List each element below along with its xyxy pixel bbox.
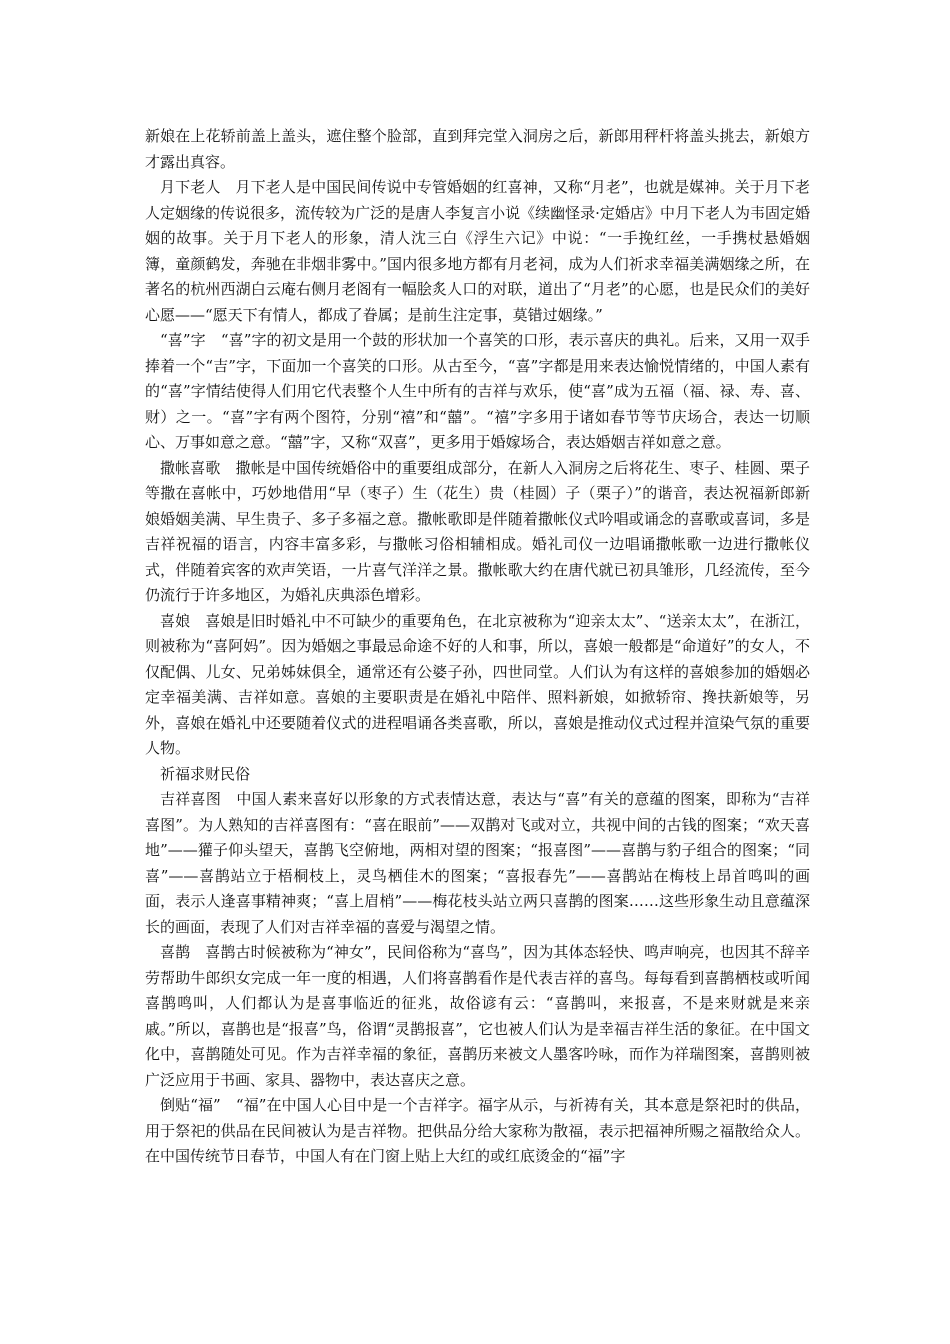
document-page [145,124,810,1170]
paragraph-xi-character: “喜”字 “喜”字的初文是用一个鼓的形状加一个喜笑的口形，表示喜庆的典礼。后来，又用一双手捧着一个“吉”字，下面加一个喜笑的口形。从古至今，“喜”字都是用来表达愉悦情绪的，中国人素有的“喜”字情结使得人们用它代表整个人生中所有的吉祥与欢乐，使“喜”成为五福（福、禄、寿、喜、财）之一。“喜”字有两个图符，分别“禧”和“囍”。“禧”字多用于诸如春节等节庆场合，表达一切顺心、万事如意之意。“囍”字，又称“双喜”，更多用于婚嫁场合，表达婚姻吉祥如意之意。 [145,331,810,451]
paragraph-matchmaker: 月下老人 月下老人是中国民间传说中专管婚姻的红喜神，又称“月老”，也就是媒神。关于月下老人定姻缘的传说很多，流传较为广泛的是唐人李复言小说《续幽怪录·定婚店》中月下老人为韦固定婚姻的故事。关于月下老人的形象，清人沈三白《浮生六记》中说：“一手挽红丝，一手携杖悬婚姻簿，童颜鹤发，奔驰在非烟非雾中。”国内很多地方都有月老祠，成为人们祈求幸福美满姻缘之所，在著名的杭州西湖白云庵右侧月老阁有一幅脍炙人口的对联，道出了“月老”的心愿，也是民众们的美好心愿——“愿天下有情人，都成了眷属；是前生注定事，莫错过姻缘。” [145,178,810,324]
paragraph-xiniang: 喜娘 喜娘是旧时婚礼中不可缺少的重要角色，在北京被称为“迎亲太太”、“送亲太太”，在浙江，则被称为“喜阿妈”。因为婚姻之事最忌命途不好的人和事，所以，喜娘一般都是“命道好”的女人，不仅配偶、儿女、兄弟姊妹俱全，通常还有公婆子孙，四世同堂。人们认为有这样的喜娘参加的婚姻必定幸福美满、吉祥如意。喜娘的主要职责是在婚礼中陪伴、照料新娘，如掀轿帘、搀扶新娘等，另外，喜娘在婚礼中还要随着仪式的进程唱诵各类喜歌，所以，喜娘是推动仪式过程并渲染气氛的重要人物。 [145,611,810,757]
paragraph-auspicious-pictures: 吉祥喜图 中国人素来喜好以形象的方式表情达意，表达与“喜”有关的意蕴的图案，即称为“吉祥喜图”。为人熟知的吉祥喜图有：“喜在眼前”——双鹊对飞或对立，共视中间的古钱的图案；“欢天喜地”——獾子仰头望天，喜鹊飞空俯地，两相对望的图案；“报喜图”——喜鹊与豹子组合的图案；“同喜”——喜鹊站立于梧桐枝上，灵鸟栖佳木的图案；“喜报春先”——喜鹊站在梅枝上昂首鸣叫的画面，表示人逢喜事精神爽；“喜上眉梢”——梅花枝头站立两只喜鹊的图案……这些形象生动且意蕴深长的画面，表现了人们对吉祥幸福的喜爱与渴望之情。 [145,790,810,936]
paragraph-magpie: 喜鹊 喜鹊古时候被称为“神女”，民间俗称为“喜鸟”，因为其体态轻快、鸣声响亮，也因其不辞辛劳帮助牛郎织女完成一年一度的相遇，人们将喜鹊看作是代表吉祥的喜鸟。每每看到喜鹊栖枝或听闻喜鹊鸣叫，人们都认为是喜事临近的征兆，故俗谚有云：“喜鹊叫，来报喜，不是来财就是来亲戚。”所以，喜鹊也是“报喜”鸟，俗谓“灵鹊报喜”，它也被人们认为是幸福吉祥生活的象征。在中国文化中，喜鹊随处可见。作为吉祥幸福的象征，喜鹊历来被文人墨客吟咏，而作为祥瑞图案，喜鹊则被广泛应用于书画、家具、器物中，表达喜庆之意。 [145,943,810,1089]
paragraph-sazhang-song: 撒帐喜歌 撒帐是中国传统婚俗中的重要组成部分，在新人入洞房之后将花生、枣子、桂圆、栗子等撒在喜帐中，巧妙地借用“早（枣子）生（花生）贵（桂圆）子（栗子）”的谐音，表达祝福新郎新娘婚姻美满、早生贵子、多子多福之意。撒帐歌即是伴随着撒帐仪式吟唱或诵念的喜歌或喜词，多是吉祥祝福的语言，内容丰富多彩，与撒帐习俗相辅相成。婚礼司仪一边唱诵撒帐歌一边进行撒帐仪式，伴随着宾客的欢声笑语，一片喜气洋洋之景。撒帐歌大约在唐代就已初具雏形，几经流传，至今仍流行于许多地区，为婚礼庆典添色增彩。 [145,458,810,604]
paragraph-veil: 新娘在上花轿前盖上盖头，遮住整个脸部，直到拜完堂入洞房之后，新郎用秤杆将盖头挑去，新娘方才露出真容。 [145,127,810,171]
paragraph-upside-down-fu: 倒贴“福” “福”在中国人心目中是一个吉祥字。福字从示，与祈祷有关，其本意是祭祀时的供品，用于祭祀的供品在民间被认为是吉祥物。把供品分给大家称为散福，表示把福神所赐之福散给众人。在中国传统节日春节，中国人有在门窗上贴上大红的或红底烫金的“福”字 [145,1096,810,1165]
section-heading-blessing-customs: 祈福求财民俗 [160,764,251,783]
